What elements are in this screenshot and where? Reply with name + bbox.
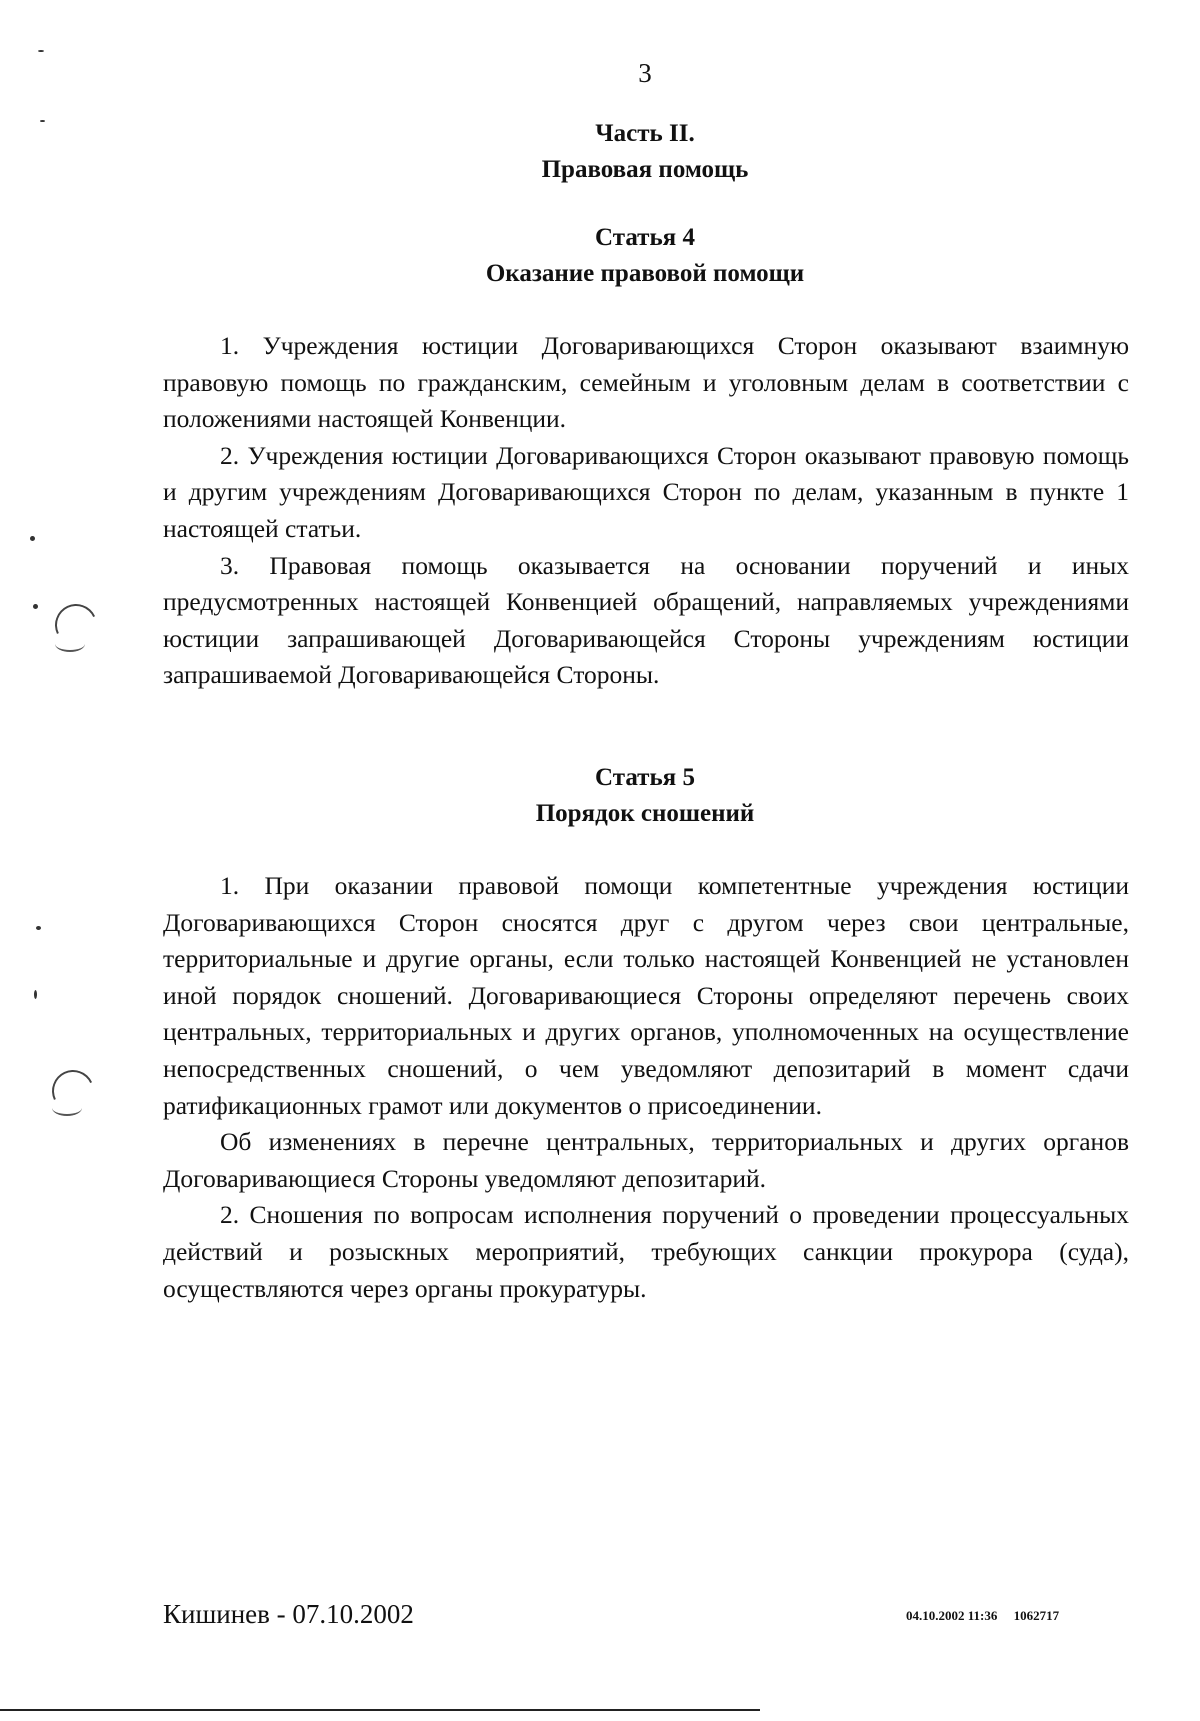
article-5-body [163,868,1129,1307]
article-4-subtitle: Оказание правовой помощи [485,260,805,287]
article-5-title: Статья 5 [595,764,695,791]
article-5-paragraph-3: 2. Сношения по вопросам исполнения поручений о проведении процессуальных действий и розыскных мероприятий, требующих санкции прокурора (суда), осуществляются через органы прокуратуры. [163,1200,1129,1303]
fax-id: 1062717 [1013,1608,1060,1623]
article-5-paragraph-1: 1. При оказании правовой помощи компетентные учреждения юстиции Договаривающихся Сторон сносятся друг с другом через свои центральные, территориальные и другие органы, если только настоящей Конвенцией не установлен иной порядок сношений. Договаривающиеся Стороны определяют перечень своих центральных, территориальных и других органов, уполномоченных на осуществление непосредственных сношений, о чем уведомляют депозитарий в момент сдачи ратификационных грамот или документов о присоединении. [163,871,1129,1120]
article-4-paragraph-3: 3. Правовая помощь оказывается на основании поручений и иных предусмотренных настоящей Конвенцией обращений, направляемых учреждениями юстиции запрашивающей Договаривающейся Стороны учреждениям юстиции запрашиваемой Договаривающейся Стороны. [163,550,1129,690]
scan-speck [30,536,35,541]
article-4-paragraph-2: 2. Учреждения юстиции Договаривающихся Сторон оказывают правовую помощь и другим учреждениям Договаривающихся Сторон по делам, указанным в пункте 1 настоящей статьи. [163,440,1129,543]
scan-bottom-edge [0,1709,760,1711]
scan-speck [40,120,45,122]
scan-speck [33,604,38,609]
article-5-subtitle: Порядок сношений [535,800,755,827]
fax-header [906,1608,1059,1624]
punch-hole-mark [55,636,85,652]
article-4-body [163,328,1129,694]
article-4-paragraph-1: 1. Учреждения юстиции Договаривающихся Сторон оказывают взаимную правовую помощь по гражданским, семейным и уголовным делам в соответствии с положениями настоящей Конвенции. [163,331,1129,434]
page-number: 3 [638,58,652,88]
scan-speck [38,50,44,52]
scan-speck [34,990,37,999]
part-title: Часть II. [595,120,695,147]
fax-timestamp: 04.10.2002 11:36 [906,1608,998,1623]
scan-speck [36,926,41,930]
part-subtitle: Правовая помощь [541,156,749,183]
footer-location-date: Кишинев - 07.10.2002 [163,1599,414,1629]
article-4-title: Статья 4 [595,224,695,251]
article-5-paragraph-2: Об изменениях в перечне центральных, территориальных и других органов Договаривающиеся Стороны уведомляют депозитарий. [163,1127,1129,1193]
punch-hole-mark [52,1100,82,1116]
